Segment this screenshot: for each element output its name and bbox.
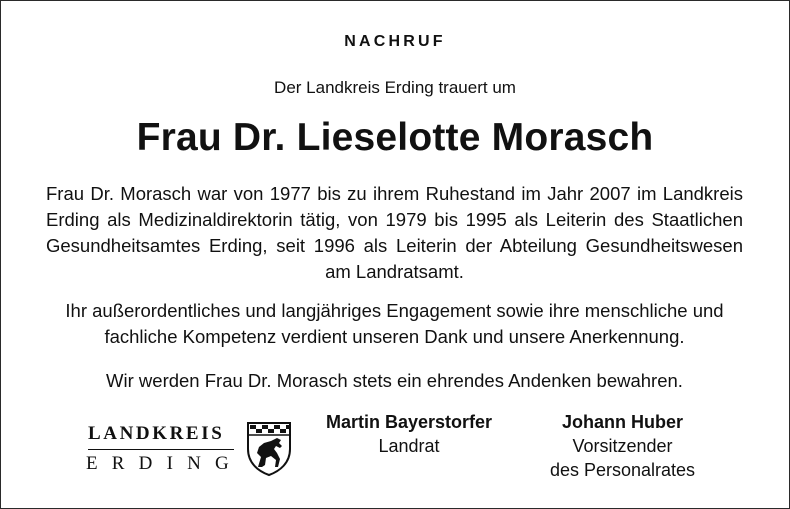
signatory-name: Johann Huber bbox=[561, 412, 683, 432]
signatory-staff-council bbox=[520, 410, 725, 482]
logo-divider bbox=[88, 449, 234, 450]
signatory-district-administrator bbox=[306, 410, 512, 458]
logo-text-erding: ERDING bbox=[86, 453, 243, 474]
signatory-name: Martin Bayerstorfer bbox=[325, 412, 493, 432]
signatory-role: Landrat bbox=[378, 436, 440, 456]
deceased-name: Frau Dr. Lieselotte Morasch bbox=[136, 116, 654, 159]
intro-line: Der Landkreis Erding trauert um bbox=[274, 78, 516, 97]
biography-paragraph: Frau Dr. Morasch war von 1977 bis zu ihrem Ruhestand im Jahr 2007 im Landkreis Erding als Medizinaldirektorin tätig, von 1979 bis 1995 als Leiterin des Staatlichen Gesundheitsamtes Erding, seit 1996 als Leiterin der Abteilung Gesundheitswesen am Landratsamt. bbox=[46, 183, 743, 282]
notice-heading: NACHRUF bbox=[344, 33, 446, 50]
coat-of-arms-horse-icon bbox=[244, 419, 294, 477]
signatory-role-line2: des Personalrates bbox=[549, 460, 696, 480]
signatory-role: Vorsitzender bbox=[572, 436, 673, 456]
logo-text-landkreis: LANDKREIS bbox=[88, 423, 225, 444]
acknowledgement-paragraph: Ihr außerordentliches und langjähriges Engagement sowie ihre menschliche und fachliche Kompetenz verdient unseren Dank und unsere Anerkennung. bbox=[65, 300, 724, 347]
remembrance-paragraph: Wir werden Frau Dr. Morasch stets ein ehrendes Andenken bewahren. bbox=[106, 370, 683, 391]
